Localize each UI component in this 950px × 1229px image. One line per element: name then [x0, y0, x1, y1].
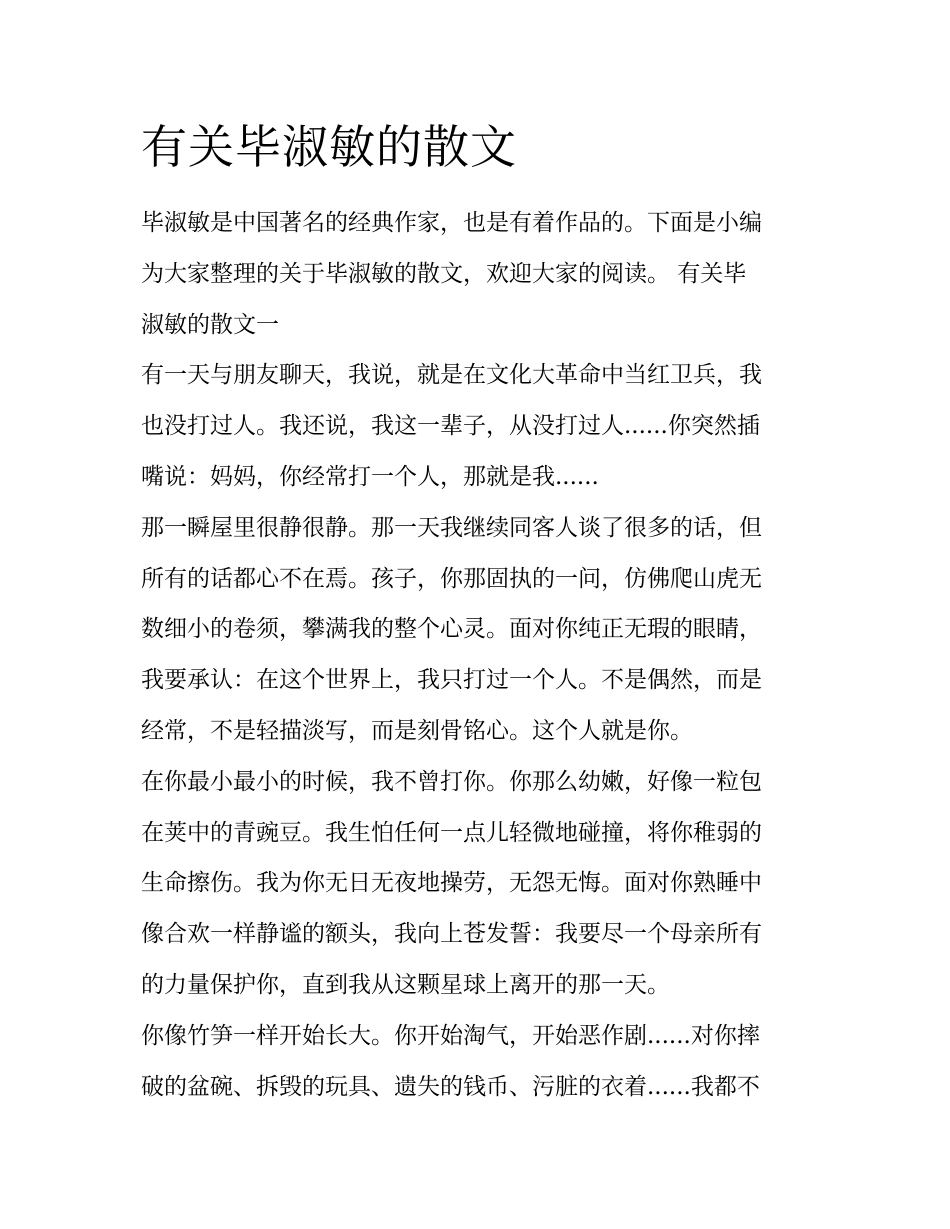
text-line: 毕淑敏是中国著名的经典作家，也是有着作品的。下面是小编: [141, 210, 762, 236]
text-line: 淑敏的散文一: [141, 311, 279, 338]
paragraph-3: [141, 503, 821, 757]
text-line: 那一瞬屋里很静很静。那一天我继续同客人谈了很多的话，但: [141, 514, 762, 541]
text-line: 破的盆碗、拆毁的玩具、遗失的钱币、污脏的衣着......我都不: [141, 1073, 760, 1100]
text-line: 所有的话都心不在焉。孩子，你那固执的一问，仿佛爬山虎无: [141, 565, 762, 592]
text-line: 在荚中的青豌豆。我生怕任何一点儿轻微地碰撞，将你稚弱的: [141, 819, 762, 846]
paragraph-5: [141, 1011, 821, 1113]
text-line: 为大家整理的关于毕淑敏的散文，欢迎大家的阅读。 有关毕: [141, 260, 747, 287]
paragraph-2: [141, 350, 821, 502]
text-line: 数细小的卷须，攀满我的整个心灵。面对你纯正无瑕的眼睛，: [141, 616, 762, 643]
text-line: 像合欢一样静谧的额头，我向上苍发誓：我要尽一个母亲所有: [141, 921, 762, 948]
text-line: 在你最小最小的时候，我不曾打你。你那么幼嫩，好像一粒包: [141, 768, 762, 795]
text-line: 也没打过人。我还说，我这一辈子，从没打过人......你突然插: [141, 413, 760, 440]
text-line: 你像竹笋一样开始长大。你开始淘气，开始恶作剧......对你摔: [141, 1022, 760, 1049]
paragraph-4: [141, 757, 821, 1011]
text-line: 我要承认：在这个世界上，我只打过一个人。不是偶然，而是: [141, 667, 762, 694]
text-line: 有一天与朋友聊天，我说，就是在文化大革命中当红卫兵，我: [141, 362, 762, 389]
text-line: 的力量保护你，直到我从这颗星球上离开的那一天。: [141, 971, 670, 998]
document-title: 有关毕淑敏的散文: [141, 120, 517, 174]
document-body: [141, 116, 821, 1112]
text-line: 嘴说：妈妈，你经常打一个人，那就是我......: [141, 463, 599, 490]
text-line: 经常，不是轻描淡写，而是刻骨铭心。这个人就是你。: [141, 717, 693, 744]
paragraph-intro: [141, 198, 821, 350]
text-line: 生命擦伤。我为你无日无夜地操劳，无怨无悔。面对你熟睡中: [141, 870, 762, 897]
